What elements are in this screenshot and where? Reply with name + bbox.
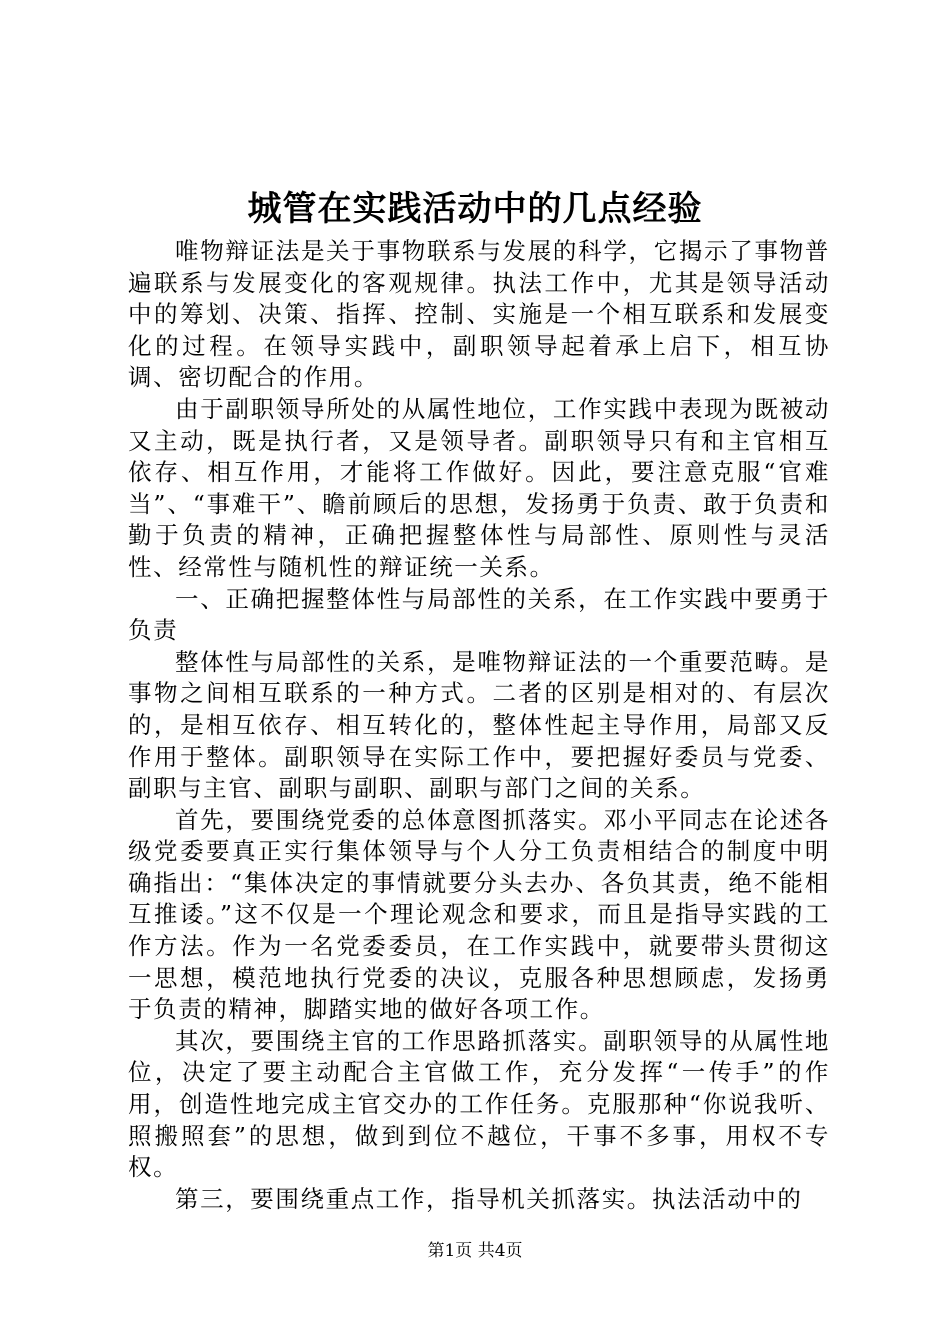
paragraph: 由于副职领导所处的从属性地位，工作实践中表现为既被动又主动，既是执行者，又是领导者。副职领导只有和主官相互依存、相互作用，才能将工作做好。因此，要注意克服“官难当”、“事难干”、瞻前顾后的思想，发扬勇于负责、敢于负责和勤于负责的精神，正确把握整体性与局部性、原则性与灵活性、经常性与随机性的辩证统一关系。 xyxy=(128,394,830,581)
document-title: 城管在实践活动中的几点经验 xyxy=(247,189,703,229)
document-body xyxy=(128,236,830,1215)
paragraph: 第三，要围绕重点工作，指导机关抓落实。执法活动中的 xyxy=(175,1184,803,1213)
paragraph: 首先，要围绕党委的总体意图抓落实。邓小平同志在论述各级党委要真正实行集体领导与个人分工负责相结合的制度中明确指出：“集体决定的事情就要分头去办、各负其责，绝不能相互推诿。”这不仅是一个理论观念和要求，而且是指导实践的工作方法。作为一名党委委员，在工作实践中，就要带头贯彻这一思想，模范地执行党委的决议，克服各种思想顾虑，发扬勇于负责的精神，脚踏实地的做好各项工作。 xyxy=(128,805,830,1024)
paragraph: 整体性与局部性的关系，是唯物辩证法的一个重要范畴。是事物之间相互联系的一种方式。二者的区别是相对的、有层次的，是相互依存、相互转化的，整体性起主导作用，局部又反作用于整体。副职领导在实际工作中，要把握好委员与党委、副职与主官、副职与副职、副职与部门之间的关系。 xyxy=(128,647,830,803)
paragraph: 唯物辩证法是关于事物联系与发展的科学，它揭示了事物普遍联系与发展变化的客观规律。执法工作中，尤其是领导活动中的筹划、决策、指挥、控制、实施是一个相互联系和发展变化的过程。在领导实践中，副职领导起着承上启下，相互协调、密切配合的作用。 xyxy=(128,237,830,392)
paragraph: 其次，要围绕主官的工作思路抓落实。副职领导的从属性地位，决定了要主动配合主官做工作，充分发挥“一传手”的作用，创造性地完成主官交办的工作任务。克服那种“你说我听、照搬照套”的思想，做到到位不越位，干事不多事，用权不专权。 xyxy=(128,1026,830,1182)
section-heading: 一、正确把握整体性与局部性的关系，在工作实践中要勇于负责 xyxy=(128,584,830,645)
page-number-footer: 第1页 共4页 xyxy=(427,1241,523,1261)
